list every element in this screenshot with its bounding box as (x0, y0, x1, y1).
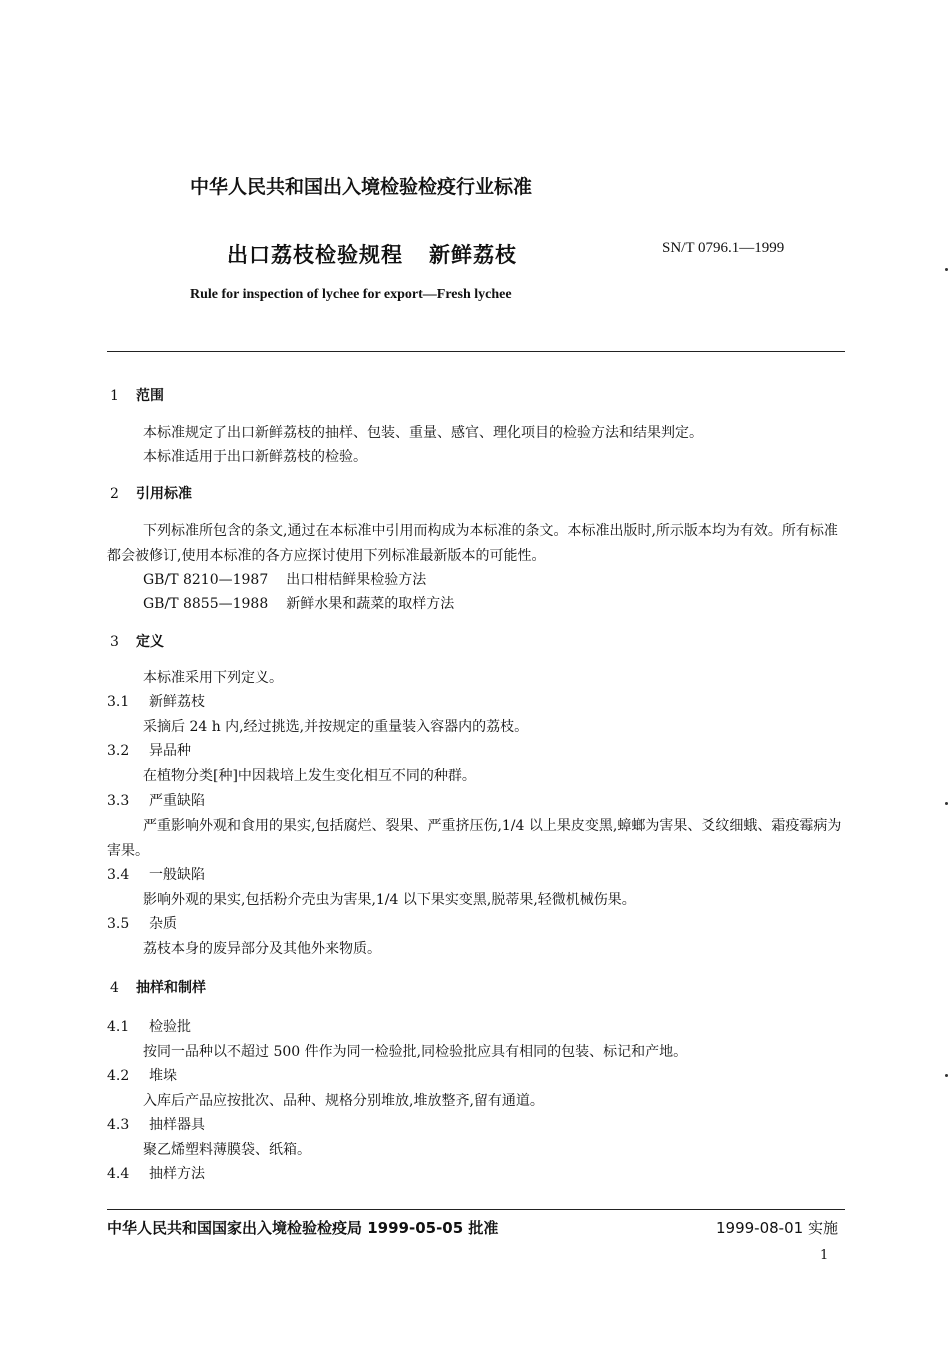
section-1-paragraph-2: 本标准适用于出口新鲜荔枝的检验。 (143, 449, 367, 465)
section-3-intro: 本标准采用下列定义。 (143, 670, 283, 686)
section-number: 2 (110, 486, 119, 502)
scan-mark (945, 268, 948, 271)
standard-code: SN/T 0796.1—1999 (662, 240, 785, 256)
definition-3-3-heading (107, 789, 205, 813)
clause-title: 一般缺陷 (149, 867, 205, 883)
section-1-paragraph-1: 本标准规定了出口新鲜荔枝的抽样、包装、重量、感官、理化项目的检验方法和结果判定。 (143, 425, 703, 441)
clause-4-4-heading (107, 1162, 205, 1186)
clause-4-1-heading (107, 1015, 191, 1039)
definition-3-2-text: 在植物分类[种]中因栽培上发生变化相互不同的种群。 (143, 768, 476, 784)
section-title: 范围 (136, 388, 164, 404)
standard-category: 中华人民共和国出入境检验检疫行业标准 (190, 176, 533, 198)
clause-4-2-heading (107, 1064, 177, 1088)
clause-4-3-text: 聚乙烯塑料薄膜袋、纸箱。 (143, 1142, 311, 1158)
clause-number: 4.4 (107, 1166, 130, 1182)
definition-3-3-text: 严重影响外观和食用的果实,包括腐烂、裂果、严重挤压伤,1/4 以上果皮变黑,蟑螂为害果、爻纹细蛾、霜疫霉病为害果。 (107, 818, 842, 859)
clause-title: 抽样方法 (149, 1166, 205, 1182)
reference-title: 新鲜水果和蔬菜的取样方法 (286, 596, 455, 612)
clause-4-1-text: 按同一品种以不超过 500 件作为同一检验批,同检验批应具有相同的包装、标记和产地。 (143, 1044, 688, 1060)
reference-code: GB/T 8210—1987 (143, 572, 269, 588)
definition-3-1-text: 采摘后 24 h 内,经过挑选,并按规定的重量装入容器内的荔枝。 (143, 719, 529, 735)
definition-3-4-heading (107, 863, 205, 887)
definition-3-5-text: 荔枝本身的废异部分及其他外来物质。 (143, 941, 381, 957)
reference-1 (143, 568, 426, 592)
scan-mark (945, 1074, 948, 1077)
clause-title: 抽样器具 (149, 1117, 205, 1133)
section-2-heading (110, 483, 192, 503)
reference-2 (143, 592, 454, 616)
section-title: 抽样和制样 (136, 980, 206, 996)
document-title-en: Rule for inspection of lychee for export—Fresh lychee (190, 287, 512, 302)
clause-number: 3.4 (107, 867, 130, 883)
definition-3-4-text: 影响外观的果实,包括粉介壳虫为害果,1/4 以下果实变黑,脱蒂果,轻微机械伤果。 (143, 892, 636, 908)
clause-number: 3.1 (107, 694, 130, 710)
section-4-heading (110, 977, 206, 997)
scan-mark (945, 802, 948, 805)
clause-number: 4.1 (107, 1019, 130, 1035)
header-divider (107, 351, 845, 352)
clause-number: 4.3 (107, 1117, 130, 1133)
clause-number: 3.2 (107, 743, 130, 759)
effective-date: 1999-08-01 实施 (716, 1219, 838, 1237)
title-cn-part2: 新鲜荔枝 (429, 243, 517, 267)
clause-4-3-heading (107, 1113, 205, 1137)
title-cn-part1: 出口荔枝检验规程 (227, 243, 403, 267)
section-title: 引用标准 (136, 486, 192, 502)
page-number: 1 (820, 1248, 829, 1263)
clause-number: 3.5 (107, 916, 130, 932)
reference-code: GB/T 8855—1988 (143, 596, 269, 612)
definition-3-1-heading (107, 690, 205, 714)
clause-title: 杂质 (149, 916, 177, 932)
clause-title: 严重缺陷 (149, 793, 205, 809)
section-1-heading (110, 385, 164, 405)
section-number: 1 (110, 388, 119, 404)
footer-divider (107, 1209, 845, 1210)
section-3-heading (110, 631, 164, 651)
section-2-paragraph: 下列标准所包含的条文,通过在本标准中引用而构成为本标准的条文。本标准出版时,所示版本均为有效。所有标准都会被修订,使用本标准的各方应探讨使用下列标准最新版本的可能性。 (107, 523, 838, 564)
reference-title: 出口柑桔鲜果检验方法 (286, 572, 427, 588)
clause-title: 新鲜荔枝 (149, 694, 205, 710)
section-number: 3 (110, 634, 119, 650)
document-title-cn (227, 239, 517, 269)
clause-title: 异品种 (149, 743, 191, 759)
section-number: 4 (110, 980, 119, 996)
clause-number: 3.3 (107, 793, 130, 809)
definition-3-5-heading (107, 912, 177, 936)
clause-4-2-text: 入库后产品应按批次、品种、规格分别堆放,堆放整齐,留有通道。 (143, 1093, 544, 1109)
definition-3-2-heading (107, 739, 191, 763)
section-title: 定义 (136, 634, 164, 650)
clause-title: 检验批 (149, 1019, 191, 1035)
clause-number: 4.2 (107, 1068, 130, 1084)
approval-line: 中华人民共和国国家出入境检验检疫局 1999-05-05 批准 (107, 1219, 499, 1237)
clause-title: 堆垛 (149, 1068, 177, 1084)
